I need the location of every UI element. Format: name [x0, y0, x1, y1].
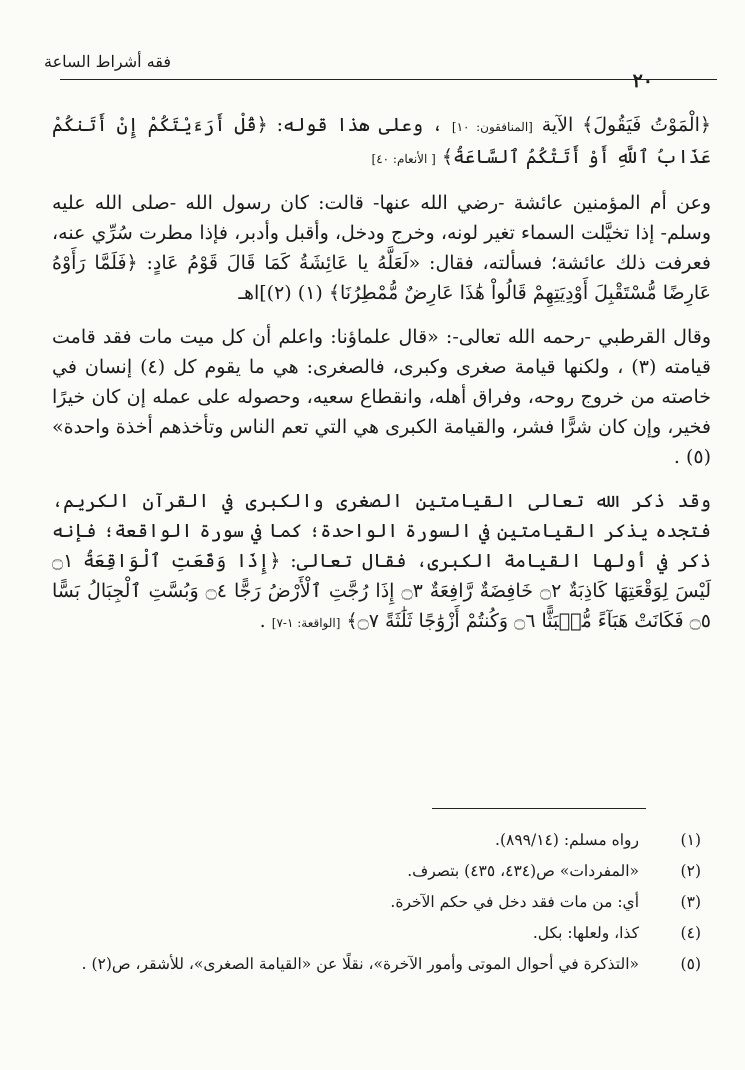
ref-waqia: [الواقعة: ١-٧] — [271, 616, 341, 630]
quran-quote-anam: ، وعلى هذا قوله: ﴿قُلْ أَرَءَيْتَكُمْ إِنْ أَتَنكُمْ عَذَابُ ٱللَّهِ أَوْ أَتَتْكُمُ ٱلسَّاعَةُ﴾ — [52, 114, 711, 168]
body-text — [52, 110, 711, 652]
page-number: ٢٠ — [632, 70, 653, 92]
footnote-text: «المفردات» ص(٤٣٤، ٤٣٥) بتصرف. — [407, 862, 639, 880]
paragraph-3 — [52, 322, 711, 472]
footnote-number: (٥) — [680, 955, 701, 973]
paragraph-4-end: . — [259, 610, 266, 632]
footnote-text: كذا، ولعلها: بكل. — [532, 924, 639, 942]
paragraph-2 — [52, 188, 711, 308]
footnote-text: رواه مسلم: (٨٩٩/١٤). — [495, 831, 639, 849]
footnote-number: (١) — [680, 831, 701, 849]
footnote-number: (٤) — [680, 924, 701, 942]
footnote — [40, 918, 701, 949]
footnote-text: أي: من مات فقد دخل في حكم الآخرة. — [390, 893, 639, 911]
qurtubi-quote: وقال القرطبي -رحمه الله تعالى-: «قال علماؤنا: واعلم أن كل ميت مات فقد قامت قيامته (٣) ، ولكنها قيامة صغرى وكبرى، فالصغرى: هي ما يقوم كل (٤) إنسان في خاصته من خروج روحه، وفراق أهله، وانقطاع سعيه، وحصوله على عمله إن كان خيرًا فخير، وإن كان شرًّا فشر، والقيامة الكبرى هي التي تعم الناس وتأخذهم أخذة واحدة» (٥) . — [52, 326, 712, 468]
ref-munafiqun: [المنافقون: ١٠] — [451, 120, 533, 134]
footnotes — [40, 825, 701, 980]
footnote-rule — [432, 808, 646, 809]
ref-anam: [ الأنعام: ٤٠] — [371, 152, 436, 166]
paragraph-1 — [52, 110, 711, 174]
quran-quote-munafiqun: ﴿الْمَوْتُ فَيَقُولَ﴾ الآية — [541, 114, 712, 136]
header-rule — [60, 79, 717, 80]
waqia-passage: وقد ذكر الله تعالى القيامتين الصغرى والكبرى في القرآن الكريم، فتجده يذكر القيامتين في السورة الواحدة؛ كما في سورة الواقعة؛ فإنه ذكر في أولها القيامة الكبرى، فقال تعالى: ﴿إِذَا وَقَعَتِ ٱلْوَاقِعَةُ ۝١ لَيْسَ لِوَقْعَتِهَا كَاذِبَةٌ ۝٢ خَافِضَةٌ رَّافِعَةٌ ۝٣ إِذَا رُجَّتِ ٱلْأَرْضُ رَجًّا ۝٤ وَبُسَّتِ ٱلْجِبَالُ بَسًّا ۝٥ فَكَانَتْ هَبَآءً مُّنۢبَثًّا ۝٦ وَكُنتُمْ أَزْوَٰجًا ثَلَٰثَةً ۝٧﴾ — [52, 490, 711, 632]
running-title: فقه أشراط الساعة — [44, 52, 172, 71]
hadith-aisha: وعن أم المؤمنين عائشة -رضي الله عنها- قالت: كان رسول الله -صلى الله عليه وسلم- إذا تخيَّلت السماء تغير لونه، وخرج ودخل، وأقبل وأدبر، فإذا مطرت سُرِّي عنه، فعرفت ذلك عائشة؛ فسألته، فقال: «لَعَلَّهُ يا عَائِشَةُ كَمَا قَالَ قَوْمُ عَادٍ: ﴿فَلَمَّا رَأَوْهُ عَارِضًا مُّسْتَقْبِلَ أَوْدِيَتِهِمْ قَالُواْ هَٰذَا عَارِضٌ مُّمْطِرُنَا﴾ (١) — [52, 192, 711, 304]
paragraph-4 — [52, 486, 711, 638]
footnote — [40, 825, 701, 856]
footnote-number: (٢) — [680, 862, 701, 880]
footnote — [40, 949, 701, 980]
footnote-number: (٣) — [680, 893, 701, 911]
footnote — [40, 887, 701, 918]
footnote-text: «التذكرة في أحوال الموتى وأمور الآخرة»، نقلًا عن «القيامة الصغرى»، للأشقر، ص(٢) . — [81, 955, 639, 973]
hadith-aisha-end: (٢)]اهـ — [238, 282, 292, 304]
footnote — [40, 856, 701, 887]
